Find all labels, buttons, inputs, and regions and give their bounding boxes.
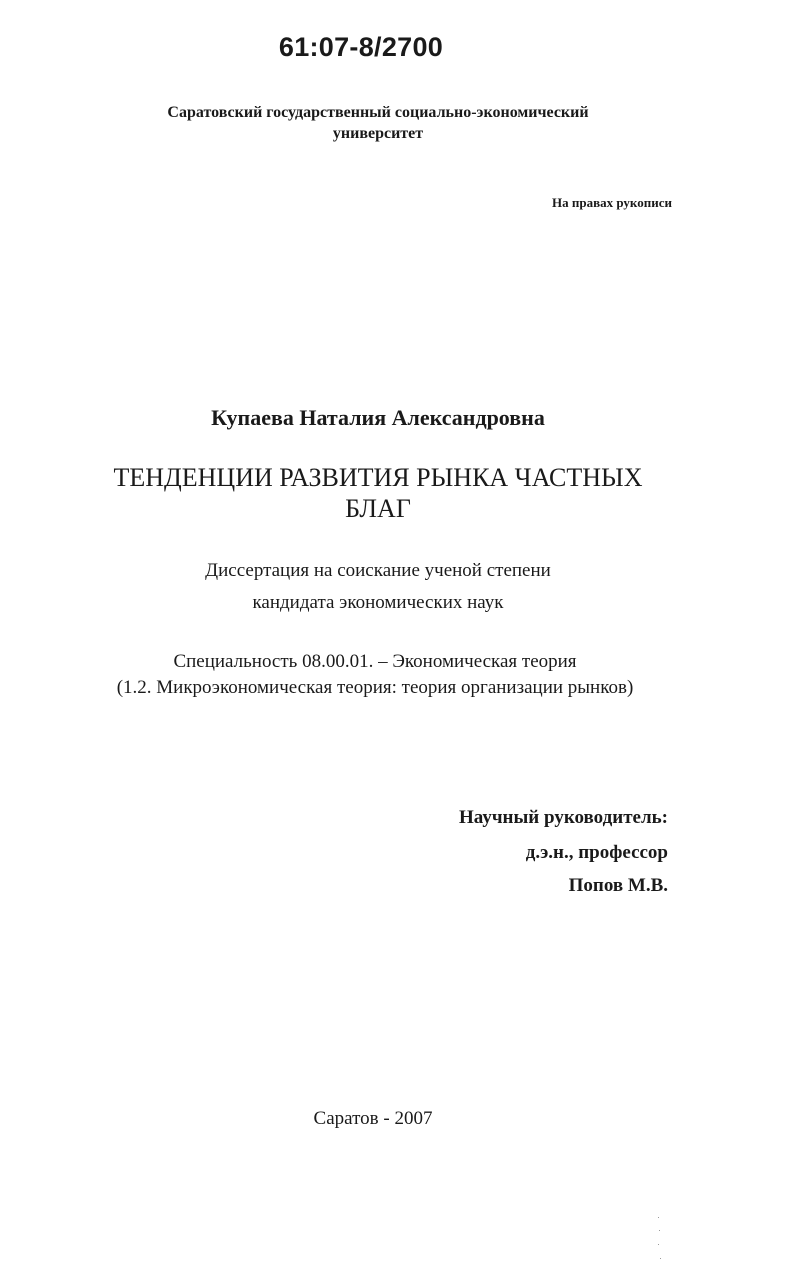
supervisor-name: Попов М.В. bbox=[568, 875, 668, 896]
supervisor-credentials: д.э.н., профессор bbox=[525, 842, 668, 863]
scan-specks bbox=[655, 1215, 667, 1265]
degree-line1: Диссертация на соискание ученой степени bbox=[205, 560, 551, 581]
catalog-code: 61:07-8/2700 bbox=[278, 32, 444, 62]
dissertation-title-line2: БЛАГ bbox=[345, 494, 411, 523]
specialty-line2: (1.2. Микроэкономическая теория: теория организации рынков) bbox=[116, 677, 634, 698]
university-name-line2: университет bbox=[332, 125, 424, 142]
author-name: Купаева Наталия Александровна bbox=[211, 405, 545, 430]
specialty-line1: Специальность 08.00.01. – Экономическая теория bbox=[173, 651, 577, 672]
university-name-line1: Саратовский государственный социально-экономический bbox=[167, 104, 589, 121]
dissertation-title-line1: ТЕНДЕНЦИИ РАЗВИТИЯ РЫНКА ЧАСТНЫХ bbox=[113, 463, 643, 492]
city-year: Саратов - 2007 bbox=[313, 1108, 433, 1129]
degree-line2: кандидата экономических наук bbox=[252, 592, 504, 613]
rights-note: На правах рукописи bbox=[552, 195, 672, 210]
supervisor-heading: Научный руководитель: bbox=[459, 807, 668, 828]
